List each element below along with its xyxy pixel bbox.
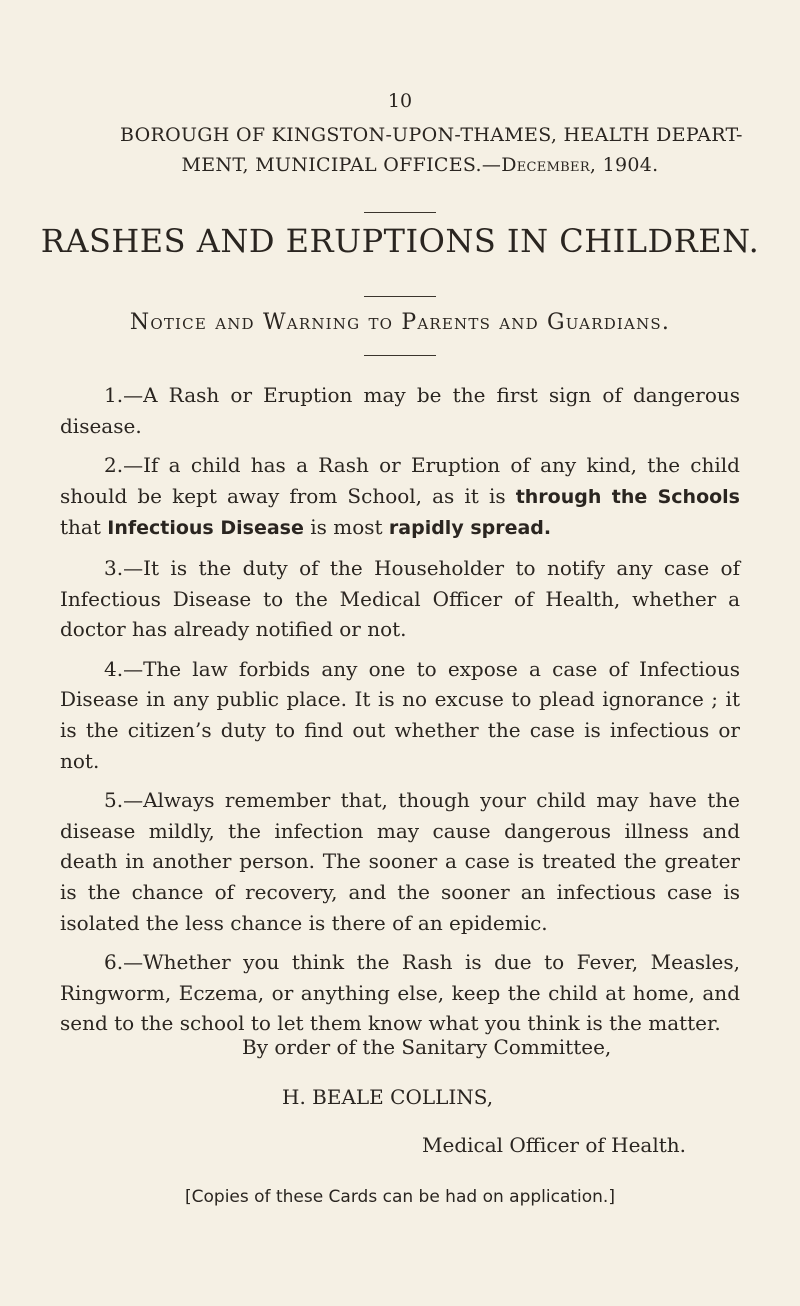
item-3: 3.—It is the duty of the Householder to notify any case of Infectious Disease to the Medical Officer of Health, whether a doctor has already notified or not. xyxy=(60,555,740,642)
item-2 xyxy=(60,450,740,544)
signature-order: By order of the Sanitary Committee, xyxy=(242,1035,612,1059)
divider-2 xyxy=(364,296,436,297)
divider-1 xyxy=(364,212,436,213)
header-block xyxy=(120,120,743,180)
item-6: 6.—Whether you think the Rash is due to Fever, Measles, Ringworm, Eczema, or anything else, keep the child at home, and send to the school to let them know what you think is the matter. xyxy=(60,950,740,1036)
header-line-1: BOROUGH OF KINGSTON-UPON-THAMES, HEALTH DEPART- xyxy=(120,124,743,146)
signature-title: Medical Officer of Health. xyxy=(422,1133,687,1157)
item-2-mid-2: is most xyxy=(303,515,389,540)
divider-3 xyxy=(364,355,436,356)
item-5: 5.—Always remember that, though your child may have the disease mildly, the infection may cause dangerous illness and death in another person. The sooner a case is treated the greater is the chance of recovery, and the sooner an infectious case is isolated the less chance is there of an epidemic. xyxy=(60,788,740,935)
item-2-bold-1: through the Schools xyxy=(515,485,740,508)
header-line-2 xyxy=(120,150,720,180)
item-1: 1.—A Rash or Eruption may be the first sign of dangerous disease. xyxy=(60,383,740,438)
page-number: 10 xyxy=(387,90,413,112)
footnote: [Copies of these Cards can be had on application.] xyxy=(185,1187,615,1207)
signature-name: H. BEALE COLLINS, xyxy=(282,1085,494,1109)
page-title: RASHES AND ERUPTIONS IN CHILDREN. xyxy=(40,222,760,260)
notice-body xyxy=(60,380,740,1048)
header-month: December xyxy=(501,154,590,176)
item-4: 4.—The law forbids any one to expose a case of Infectious Disease in any public place. It is no excuse to plead ignorance ; it is the citizen’s duty to find out whether the case is infectious or not. xyxy=(60,656,740,773)
item-2-bold-2: Infectious Disease xyxy=(107,517,304,540)
item-2-mid: that xyxy=(60,515,108,540)
header-offices: MENT, MUNICIPAL OFFICES.— xyxy=(181,154,502,176)
item-2-bold-3: rapidly spread. xyxy=(388,517,552,540)
notice-heading: Notice and Warning to Parents and Guardians. xyxy=(129,310,671,335)
header-year: , 1904. xyxy=(589,154,659,176)
item-2-text: 2.—If a child has a Rash or Eruption of any kind, the child should be kept away from School, as it is xyxy=(60,453,740,508)
